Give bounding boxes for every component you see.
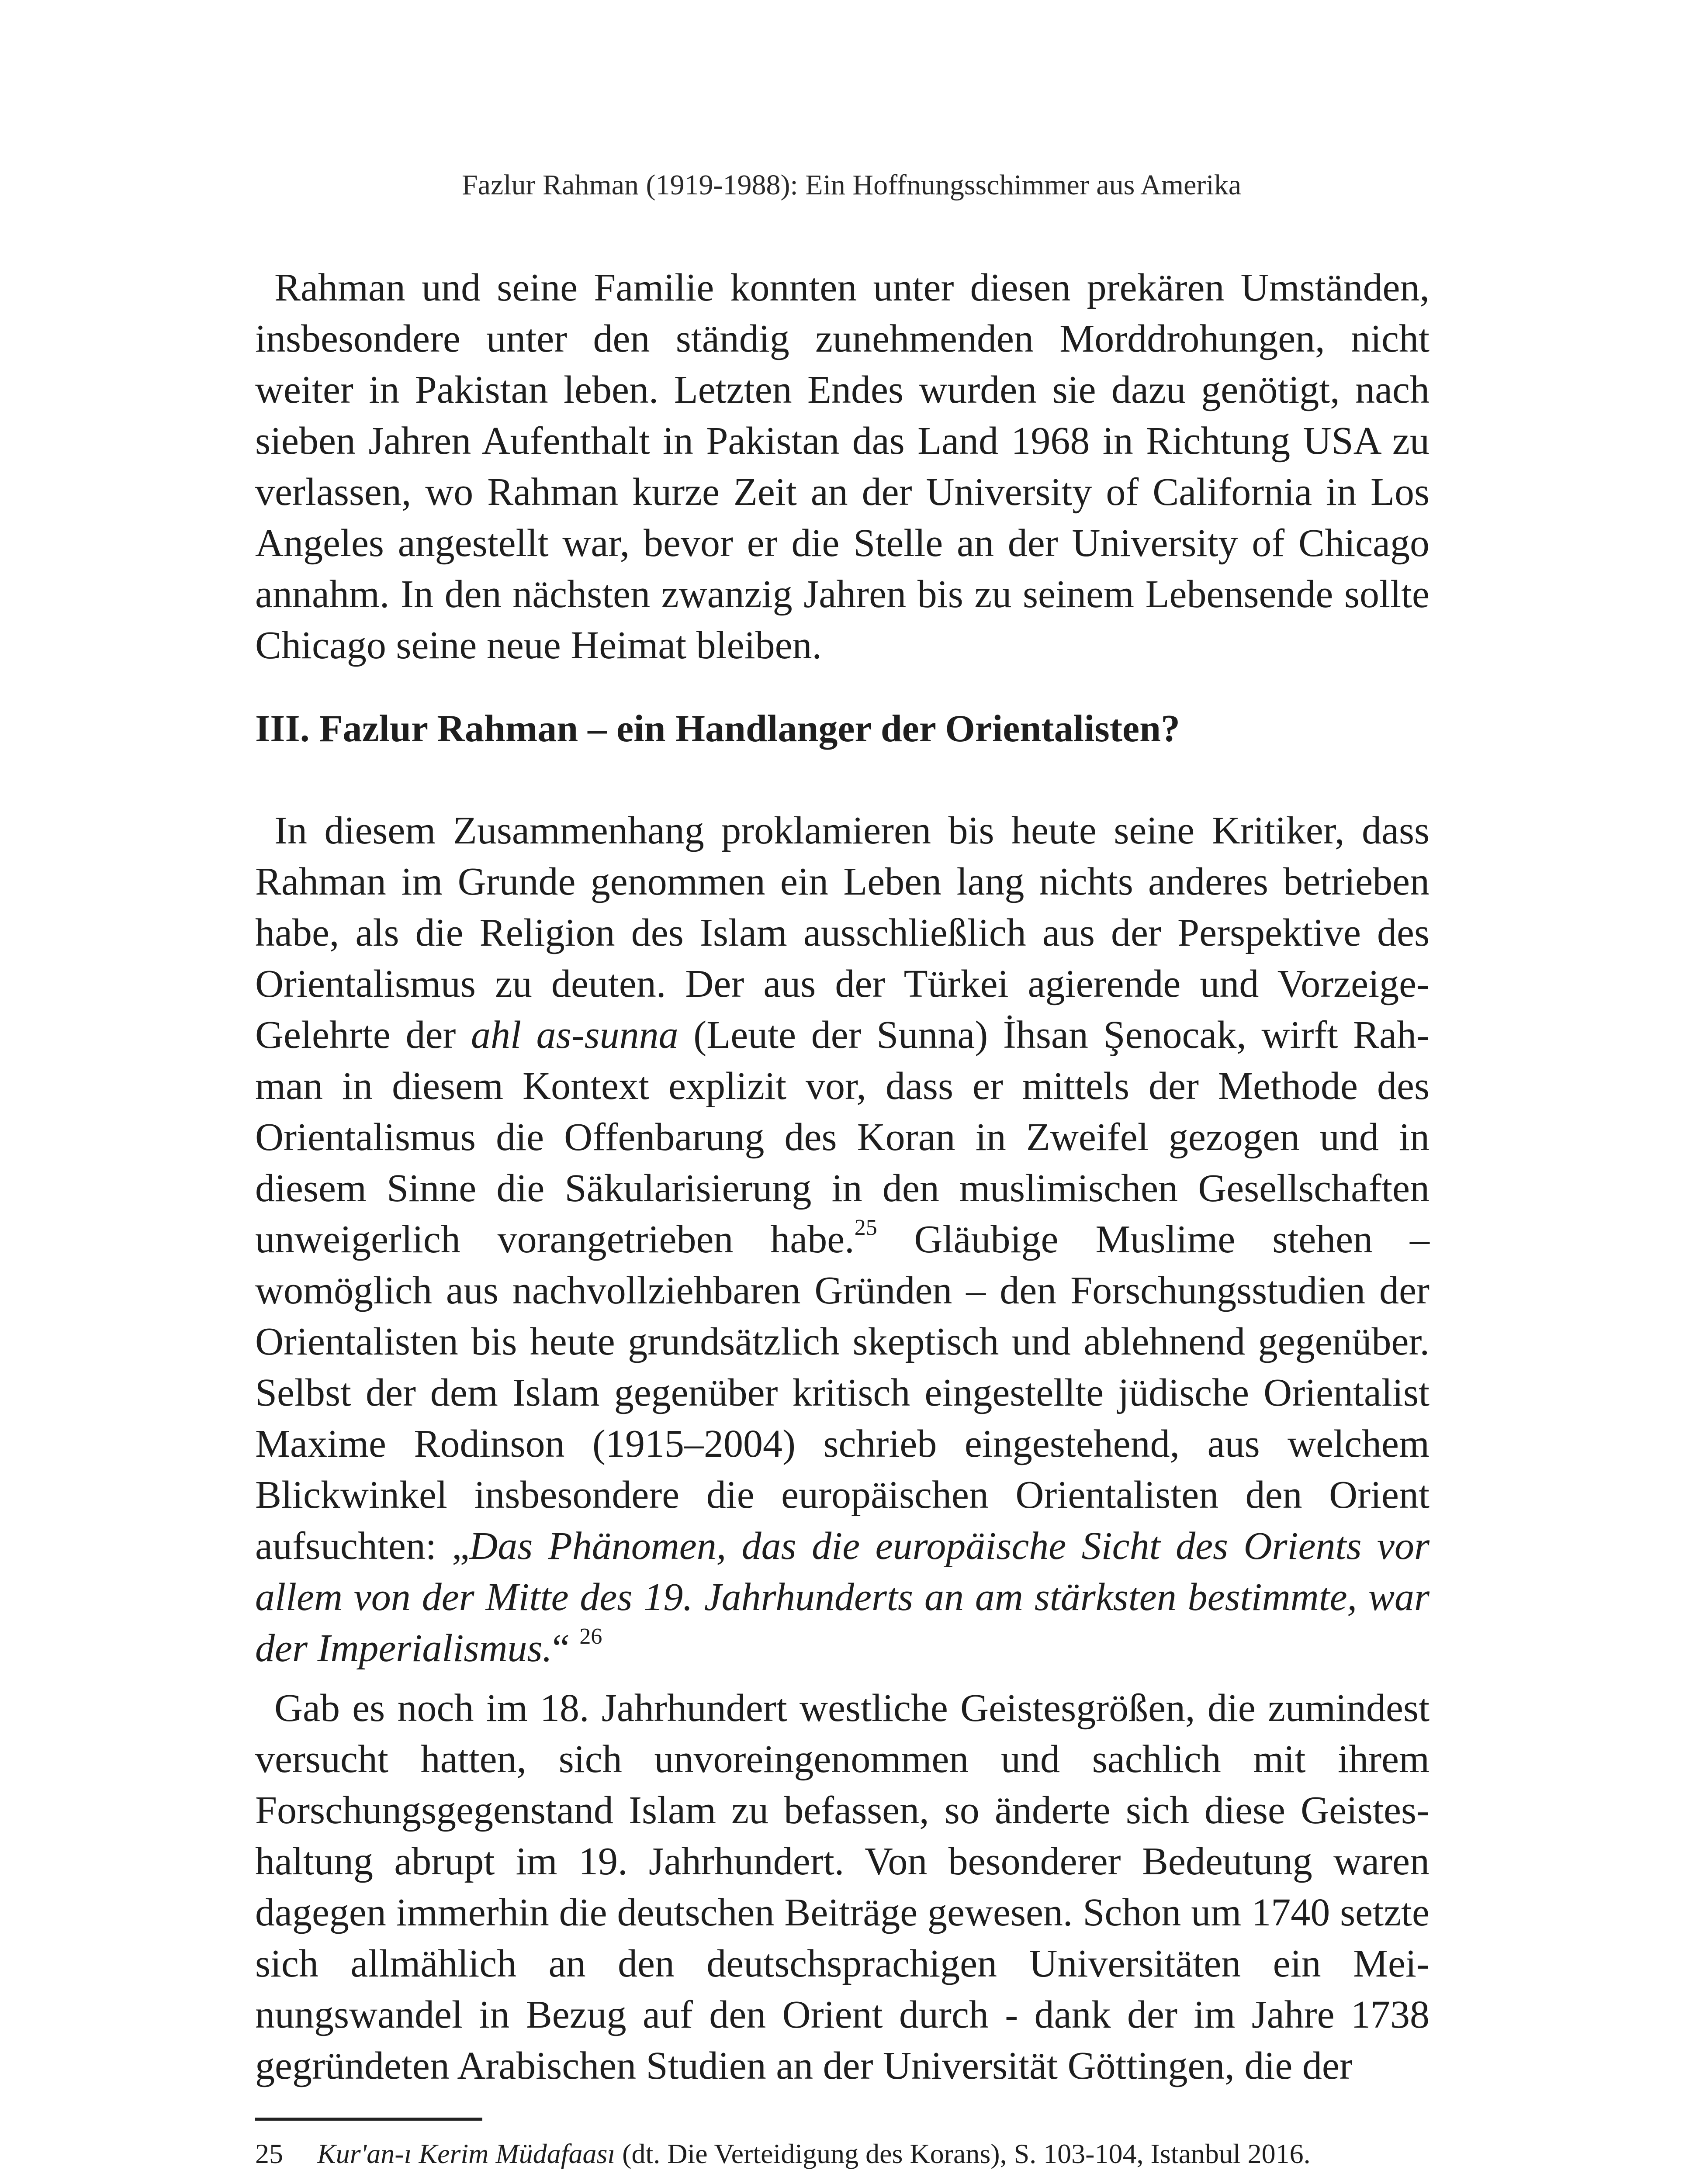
footnote-text: [317, 2131, 1311, 2177]
footnote-number: 25: [255, 2138, 283, 2169]
footnote-ref-26[interactable]: 26: [579, 1624, 602, 1649]
footnotes: [255, 2131, 1430, 2184]
italic-term: ahl as-sunna: [471, 1013, 678, 1057]
closing-quote: “: [552, 1627, 580, 1670]
footnote-text: [317, 2177, 1292, 2184]
footnote-detail: (dt. Die Verteidigung des Korans), S. 103-104, Istanbul 2016.: [615, 2138, 1311, 2169]
footnote-ref-25[interactable]: 25: [854, 1215, 877, 1240]
footnote-25: [255, 2131, 1430, 2177]
paragraph-text: Rahman und seine Familie konnten unter diesen prekären Umständen, insbesondere unter den ständig zunehmenden Morddrohungen, nicht weiter in Pakistan leben. Letzten Endes wurden sie dazu genötigt, nach sieben Jahren Aufenthalt in Pakistan das Land 1968 in Richtung USA zu verlassen, wo Rahman kurze Zeit an der University of California in Los Angeles angestellt war, bevor er die Stelle an der University of Chicago annahm. In den nächsten zwanzig Jahren bis zu seinem Lebensende sollte Chicago seine neue Heimat bleiben.: [255, 266, 1430, 667]
text-segment: (Leute der Sunna) İhsan Şenocak, wirft Rahman in diesem Kontext explizit vor, dass er mittels der Methode des Orientalismus die Offenbarung des Koran in Zweifel gezogen und in diesem Sinne die Säkularisierung in den muslimischen Gesellschaften unweigerlich vorangetrieben habe.: [255, 1013, 1430, 1261]
footnote-26: [255, 2177, 1430, 2184]
paragraph-text: Gab es noch im 18. Jahrhundert westliche Geistesgrößen, die zumindest versucht hatten, sich unvoreingenommen und sachlich mit ihrem Forschungsgegenstand Islam zu befassen, so änderte sich diese Geisteshaltung abrupt im 19. Jahrhundert. Von besonderer Bedeutung waren dagegen immerhin die deutschen Beiträge gewesen. Schon um 1740 setzte sich allmählich an den deutschsprachigen Universitäten ein Meinungswandel in Bezug auf den Orient durch - dank der im Jahre 1738 gegründeten Arabischen Studien an der Universität Göttingen, die der: [255, 1686, 1430, 2087]
text-segment: Gläubige Muslime stehen – womöglich aus nachvollziehbaren Gründen – den Forschungsstudien der Orientalisten bis heute grundsätzlich skeptisch und ablehnend gegenüber. Selbst der dem Islam gegenüber kritisch eingestellte jüdische Orientalist Maxime Rodinson (1915–2004) schrieb eingestehend, aus welchem Blickwinkel insbesondere die europäischen Orientalisten den Orient aufsuchten: „: [255, 1218, 1430, 1568]
running-head: Fazlur Rahman (1919-1988): Ein Hoffnungsschimmer aus Amerika: [461, 169, 1242, 201]
quotation: Das Phänomen, das die europäische Sicht des Orients vor allem von der Mitte des 19. Jahrhunderts an am stärksten bestimmte, war der Imperialismus.: [255, 1524, 1430, 1670]
footnote-number: [255, 2177, 317, 2184]
body-paragraph-1: [255, 262, 1430, 671]
paragraph-text: [255, 805, 1430, 1674]
footnote-title: Kur'an-ı Kerim Müdafaası: [317, 2138, 616, 2169]
body-paragraph-2: [255, 805, 1430, 1674]
footnote-separator: [255, 2118, 482, 2121]
body-paragraph-3: [255, 1683, 1430, 2091]
text-segment: In diesem Zusammenhang proklamieren bis heute seine Kritiker, dass Rahman im Grunde genommen ein Leben lang nichts anderes betrieben habe, als die Religion des Islam ausschließlich aus der Perspektive des Orientalismus zu deuten. Der aus der Türkei agierende und Vorzeige-Gelehrte der: [255, 809, 1430, 1057]
section-heading: III. Fazlur Rahman – ein Handlanger der Orientalisten?: [255, 708, 1180, 750]
